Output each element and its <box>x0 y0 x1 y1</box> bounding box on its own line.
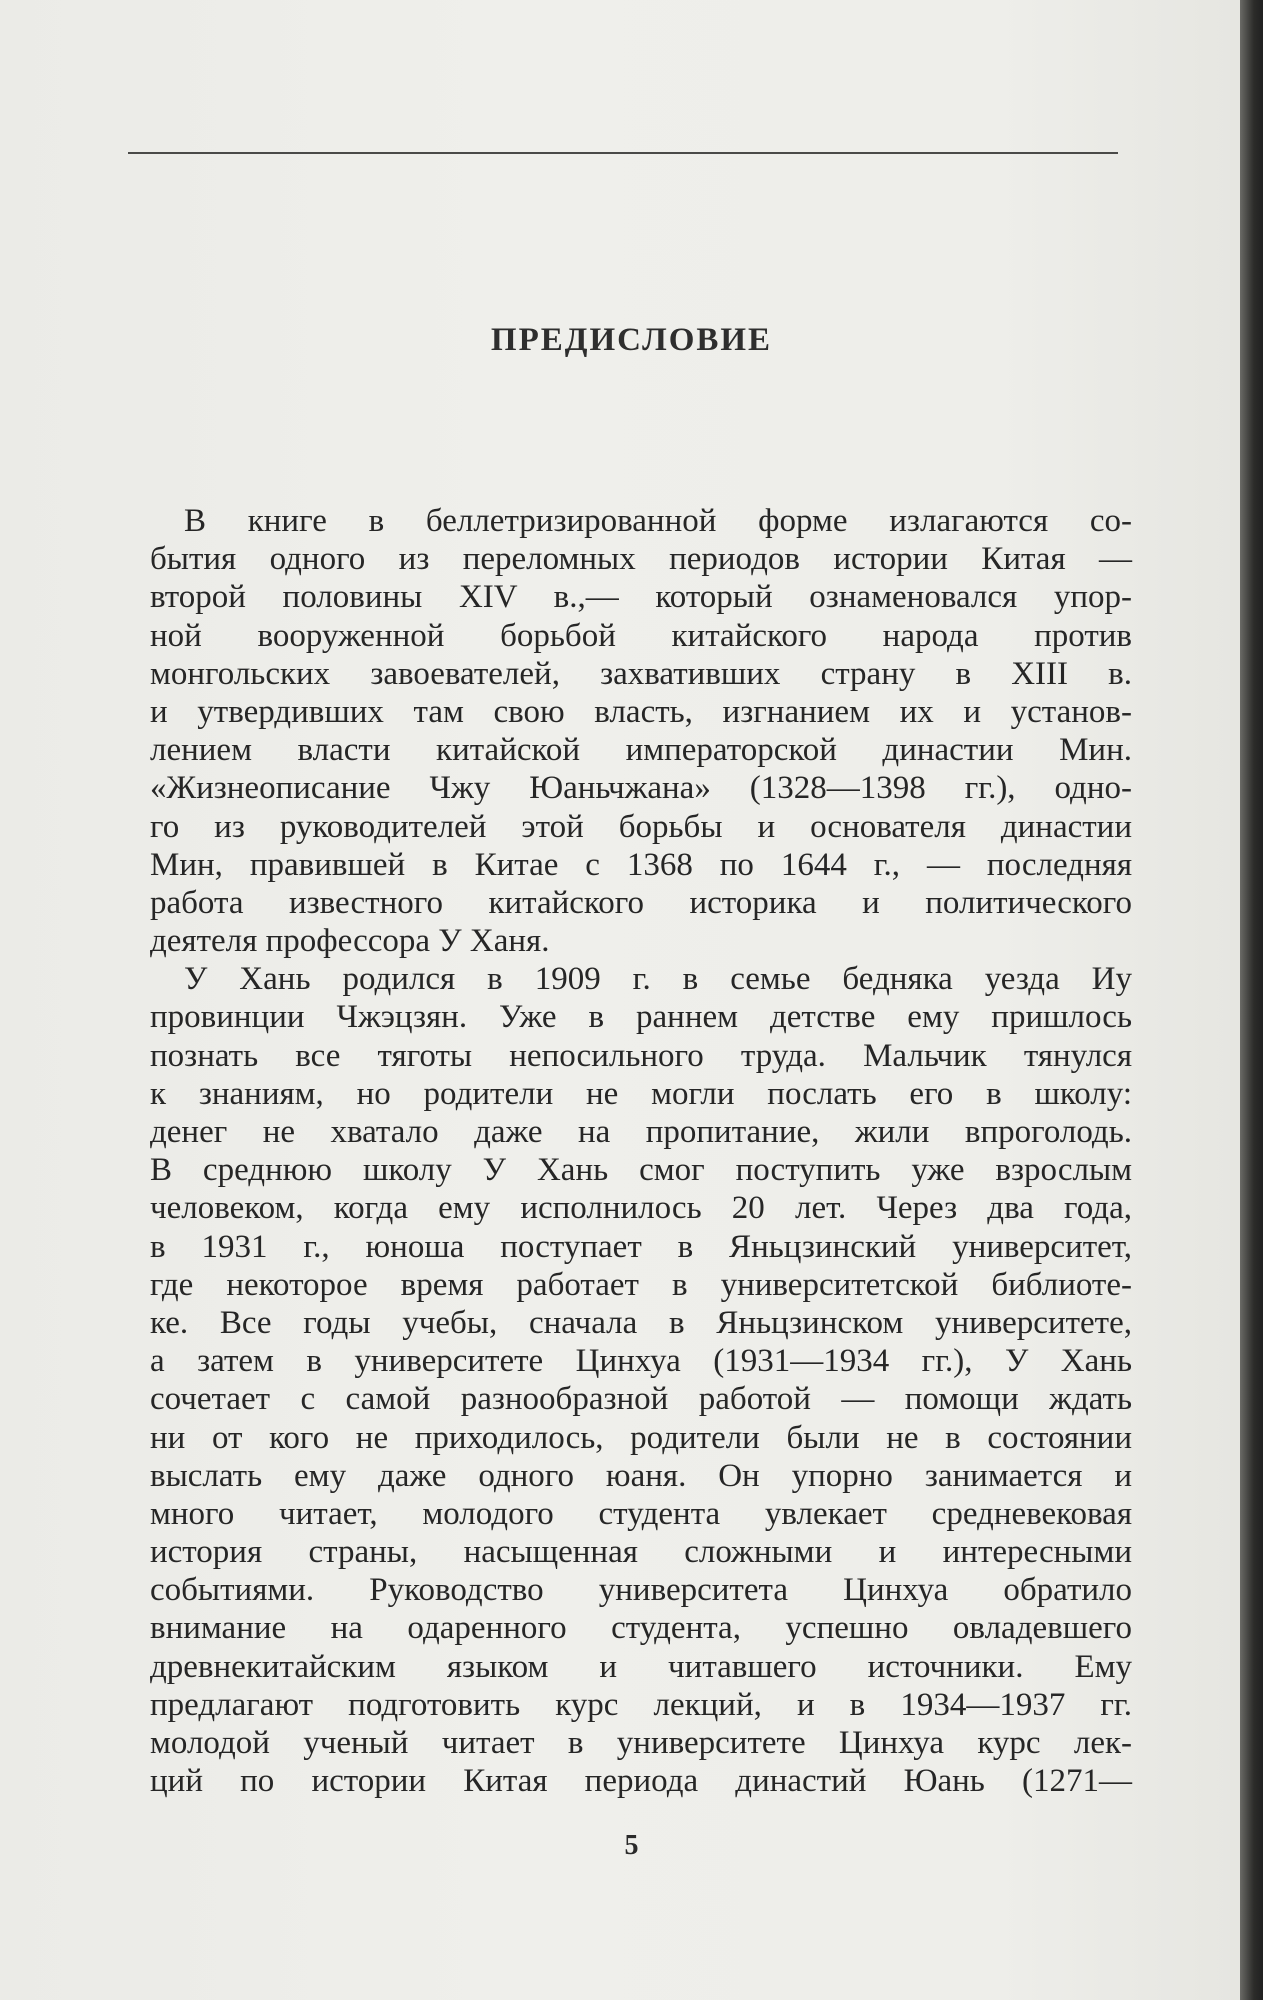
text-line: выслать ему даже одного юаня. Он упорно занимается и <box>150 1457 1132 1494</box>
text-line: в 1931 г., юноша поступает в Яньцзинский университет, <box>150 1228 1132 1265</box>
text-line: денег не хватало даже на пропитание, жили впроголодь. <box>150 1114 1132 1150</box>
text-line: человеком, когда ему исполнилось 20 лет. Через два года, <box>150 1190 1132 1227</box>
text-line: внимание на одаренного студента, успешно овладевшего <box>150 1610 1132 1647</box>
text-line: У Хань родился в 1909 г. в семье бедняка уезда Иу <box>184 961 1132 998</box>
text-line: древнекитайским языком и читавшего источники. Ему <box>150 1648 1132 1685</box>
text-line: В книге в беллетризированной форме излагаются со- <box>184 503 1132 539</box>
text-line: ке. Все годы учебы, сначала в Яньцзинском университете, <box>150 1304 1132 1341</box>
text-line: и утвердивших там свою власть, изгнанием их и установ- <box>150 693 1132 730</box>
text-line: к знаниям, но родители не могли послать его в школу: <box>150 1075 1132 1112</box>
text-line: где некоторое время работает в университетской библиоте- <box>150 1266 1132 1303</box>
text-line: работа известного китайского историка и политического <box>150 884 1132 921</box>
text-line: ной вооруженной борьбой китайского народа против <box>150 617 1132 654</box>
text-line: ций по истории Китая периода династий Юань (1271— <box>150 1763 1132 1800</box>
text-line: деятеля профессора У Ханя. <box>150 923 550 960</box>
text-line: сочетает с самой разнообразной работой — помощи ждать <box>150 1381 1132 1418</box>
text-line: монгольских завоевателей, захвативших страну в XIII в. <box>150 655 1132 692</box>
paragraph <box>150 502 1132 960</box>
text-line: го из руководителей этой борьбы и основателя династии <box>150 808 1132 845</box>
text-line: провинции Чжэцзян. Уже в раннем детстве ему пришлось <box>150 999 1132 1036</box>
body-text <box>150 502 1132 1800</box>
page-number: 5 <box>624 1830 639 1861</box>
text-line: В среднюю школу У Хань смог поступить уже взрослым <box>150 1152 1132 1189</box>
page-edge-shadow <box>1240 0 1263 2000</box>
text-line: много читает, молодого студента увлекает средневековая <box>150 1495 1132 1532</box>
text-line: предлагают подготовить курс лекций, и в 1934—1937 гг. <box>150 1686 1132 1723</box>
text-line: бытия одного из переломных периодов истории Китая — <box>150 541 1132 578</box>
text-line: второй половины XIV в.,— который ознаменовался упор- <box>150 579 1132 616</box>
text-line: ни от кого не приходилось, родители были не в состоянии <box>150 1419 1132 1456</box>
text-line: история страны, насыщенная сложными и интересными <box>150 1534 1132 1571</box>
text-line: событиями. Руководство университета Цинхуа обратило <box>150 1572 1132 1609</box>
text-line: Мин, правившей в Китае с 1368 по 1644 г., — последняя <box>150 846 1132 883</box>
text-line: «Жизнеописание Чжу Юаньчжана» (1328—1398 гг.), одно- <box>150 770 1132 807</box>
page-title: ПРЕДИСЛОВИЕ <box>490 322 773 358</box>
paragraph <box>150 960 1132 1800</box>
text-line: лением власти китайской императорской династии Мин. <box>150 732 1132 769</box>
text-line: а затем в университете Цинхуа (1931—1934 гг.), У Хань <box>150 1343 1132 1380</box>
text-line: познать все тяготы непосильного труда. Мальчик тянулся <box>150 1037 1132 1074</box>
header-rule <box>128 152 1118 154</box>
text-line: молодой ученый читает в университете Цинхуа курс лек- <box>150 1725 1132 1761</box>
